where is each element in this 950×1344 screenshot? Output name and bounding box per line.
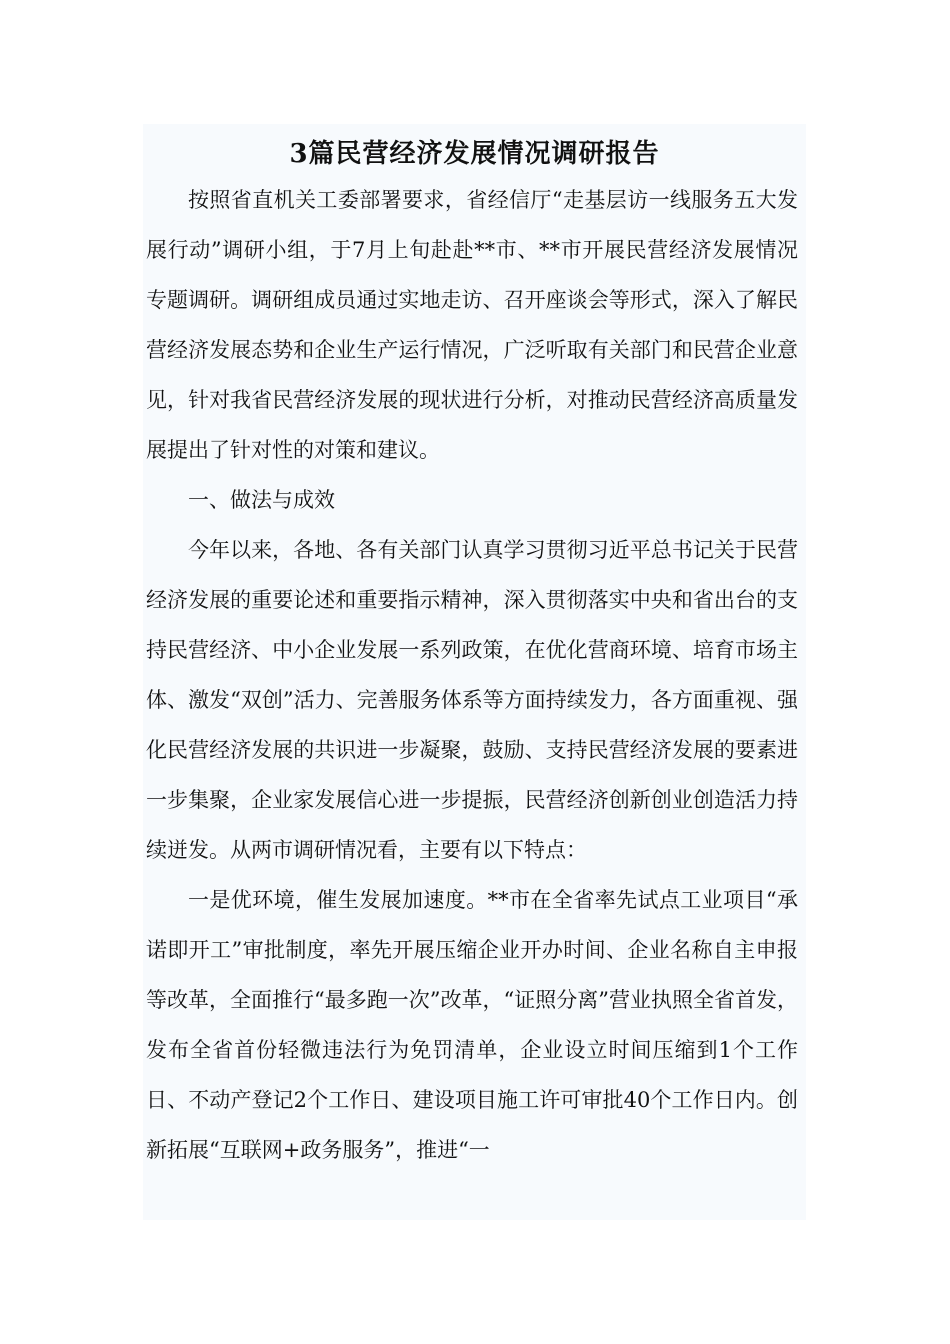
body-paragraph: 今年以来，各地、各有关部门认真学习贯彻习近平总书记关于民营经济发展的重要论述和重要指示精神，深入贯彻落实中央和省出台的支持民营经济、中小企业发展一系列政策，在优化营商环境、培育市场主体、激发“双创”活力、完善服务体系等方面持续发力，各方面重视、强化民营经济发展的共识进一步凝聚，鼓励、支持民营经济发展的要素进一步集聚，企业家发展信心进一步提振，民营经济创新创业创造活力持续迸发。从两市调研情况看，主要有以下特点：: [146, 538, 798, 862]
body-paragraph: 一是优环境，催生发展加速度。**市在全省率先试点工业项目“承诺即开工”审批制度，率先开展压缩企业开办时间、企业名称自主申报等改革，全面推行“最多跑一次”改革，“证照分离”营业执照全省首发，发布全省首份轻微违法行为免罚清单，企业设立时间压缩到1个工作日、不动产登记2个工作日、建设项目施工许可审批40个工作日内。创新拓展“互联网+政务服务”，推进“一: [146, 888, 798, 1162]
intro-paragraph: 按照省直机关工委部署要求，省经信厅“走基层访一线服务五大发展行动”调研小组，于7月上旬赴赴**市、**市开展民营经济发展情况专题调研。调研组成员通过实地走访、召开座谈会等形式，深入了解民营经济发展态势和企业生产运行情况，广泛听取有关部门和民营企业意见，针对我省民营经济发展的现状进行分析，对推动民营经济高质量发展提出了针对性的对策和建议。: [146, 188, 798, 462]
document-title: 3篇民营经济发展情况调研报告: [289, 139, 660, 169]
document-body: [146, 175, 798, 1175]
section-heading: 一、做法与成效: [188, 488, 335, 512]
